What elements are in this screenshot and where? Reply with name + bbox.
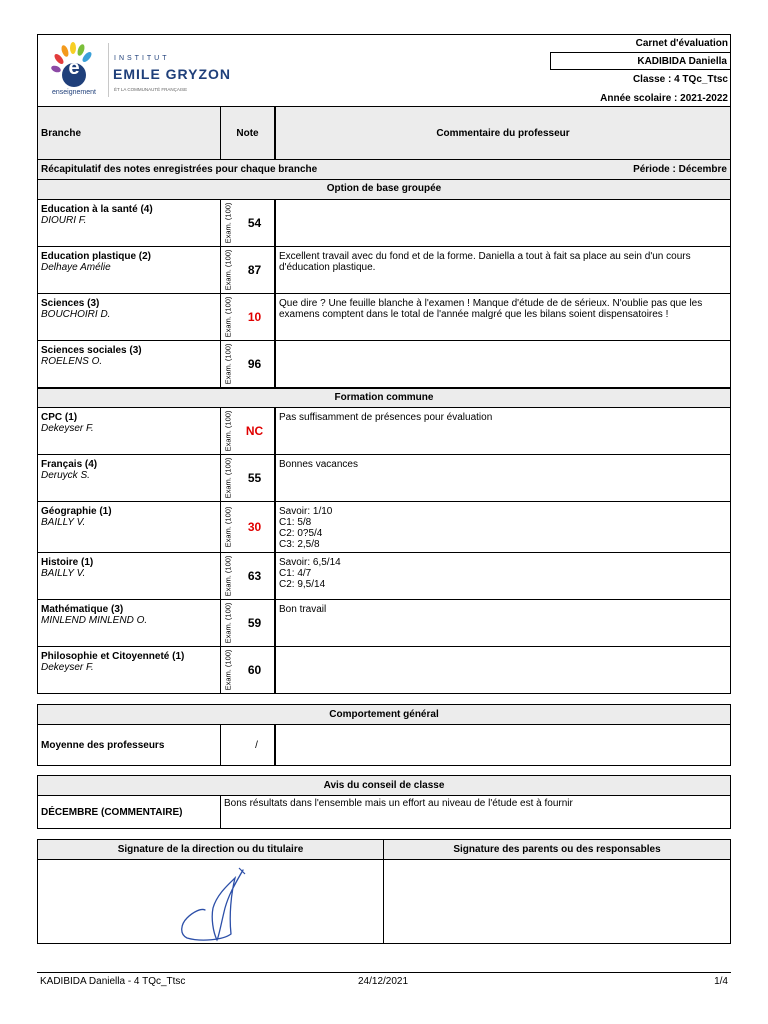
exam-label: Exam. (100) xyxy=(223,202,233,244)
institut-label: INSTITUT xyxy=(114,55,170,62)
col-branche: Branche xyxy=(41,127,82,139)
teacher-name: Delhaye Amélie xyxy=(41,262,111,273)
score-cell xyxy=(220,200,274,246)
exam-label: Exam. (100) xyxy=(223,506,233,548)
section-title-bar xyxy=(37,180,731,200)
section-title-bar xyxy=(37,388,731,408)
header-info xyxy=(550,35,731,108)
sig-direction-header xyxy=(37,839,384,860)
subject-cell xyxy=(38,647,220,693)
comportement-title-bar xyxy=(37,704,731,725)
footer-student: KADIBIDA Daniella - 4 TQc_Ttsc xyxy=(40,976,186,987)
class-label: Classe : 4 TQc_Ttsc xyxy=(632,74,728,85)
teacher-name: Dekeyser F. xyxy=(41,662,94,673)
logo-enseignement: enseignement xyxy=(52,89,96,96)
avis-label: DÉCEMBRE (COMMENTAIRE) xyxy=(41,806,183,818)
subject-cell xyxy=(38,247,220,293)
col-note: Note xyxy=(236,127,259,139)
exam-label: Exam. (100) xyxy=(223,649,233,691)
score-value: 30 xyxy=(247,520,262,534)
avis-row xyxy=(37,796,731,829)
subject-cell xyxy=(38,455,220,501)
subject-cell xyxy=(38,200,220,246)
subject-row xyxy=(37,341,731,388)
teacher-comment xyxy=(274,200,730,246)
score-cell xyxy=(220,600,274,646)
subject-cell xyxy=(38,553,220,599)
exam-label-cell xyxy=(222,455,234,501)
recap-row xyxy=(37,160,731,180)
subject-row xyxy=(37,647,731,694)
avis-label-cell xyxy=(38,796,220,828)
subject-row xyxy=(37,600,731,647)
score-cell xyxy=(220,341,274,387)
exam-label-cell xyxy=(222,200,234,246)
teacher-comment: Que dire ? Une feuille blanche à l'examen ! Manque d'étude de de sérieux. N'oublie pas que les examens comptent dans le total de l'année malgré que les bilans soient dispensatoires ! xyxy=(274,294,730,340)
sig-parents-box xyxy=(384,860,731,944)
subject-name: Sciences sociales (3) xyxy=(41,345,142,356)
subject-name: CPC (1) xyxy=(41,412,78,423)
logo-tagline: ÉT LA COMMUNAUTÉ FRANÇAISE xyxy=(114,87,188,92)
score-value: 60 xyxy=(247,663,262,677)
subject-cell xyxy=(38,341,220,387)
subject-name: Histoire (1) xyxy=(41,557,94,568)
comportement-title: Comportement général xyxy=(329,709,439,720)
score-cell xyxy=(220,294,274,340)
subject-row xyxy=(37,455,731,502)
subject-name: Français (4) xyxy=(41,459,98,470)
subject-name: Sciences (3) xyxy=(41,298,100,309)
footer-rule xyxy=(37,972,731,973)
avis-title: Avis du conseil de classe xyxy=(323,780,445,791)
score-cell xyxy=(220,455,274,501)
exam-label-cell xyxy=(222,647,234,693)
footer-date: 24/12/2021 xyxy=(358,976,409,987)
school-logo xyxy=(44,39,104,101)
sig-parents-header xyxy=(384,839,731,860)
exam-label-cell xyxy=(222,502,234,552)
school-name: EMILE GRYZON xyxy=(113,66,232,82)
score-value: 87 xyxy=(247,263,262,277)
subject-row xyxy=(37,294,731,341)
col-commentaire: Commentaire du professeur xyxy=(436,127,570,139)
exam-label-cell xyxy=(222,341,234,387)
score-value: 63 xyxy=(247,569,262,583)
exam-label: Exam. (100) xyxy=(223,555,233,597)
score-value: 96 xyxy=(247,357,262,371)
subject-cell xyxy=(38,600,220,646)
subject-name: Education plastique (2) xyxy=(41,251,152,262)
score-value: 55 xyxy=(247,471,262,485)
subject-row xyxy=(37,247,731,294)
sig-direction-box xyxy=(37,860,384,944)
teacher-comment: Excellent travail avec du fond et de la forme. Daniella a tout à fait sa place au sein d'un cours d'éducation plastique. xyxy=(274,247,730,293)
exam-label-cell xyxy=(222,294,234,340)
subject-row xyxy=(37,502,731,553)
teacher-comment xyxy=(274,341,730,387)
score-cell xyxy=(220,553,274,599)
exam-label-cell xyxy=(222,247,234,293)
teacher-name: BAILLY V. xyxy=(41,517,86,528)
teacher-comment: Bonnes vacances xyxy=(274,455,730,501)
score-value: 59 xyxy=(247,616,262,630)
subject-row xyxy=(37,408,731,455)
comportement-value-cell xyxy=(220,725,274,765)
subject-name: Mathématique (3) xyxy=(41,604,124,615)
teacher-name: DIOURI F. xyxy=(41,215,87,226)
teacher-name: BAILLY V. xyxy=(41,568,86,579)
score-cell xyxy=(220,408,274,454)
handwritten-signature-icon xyxy=(173,864,263,944)
logo-separator xyxy=(108,43,109,97)
score-cell xyxy=(220,502,274,552)
subject-cell xyxy=(38,294,220,340)
teacher-comment: Bon travail xyxy=(274,600,730,646)
exam-label-cell xyxy=(222,553,234,599)
section-title: Formation commune xyxy=(334,392,434,403)
footer-page: 1/4 xyxy=(714,976,728,987)
subject-name: Philosophie et Citoyenneté (1) xyxy=(41,651,185,662)
exam-label: Exam. (100) xyxy=(223,457,233,499)
comportement-comment-cell xyxy=(274,725,730,765)
sig-parents-title: Signature des parents ou des responsables xyxy=(453,844,661,855)
teacher-name: ROELENS O. xyxy=(41,356,103,367)
score-value: 54 xyxy=(247,216,262,230)
teacher-name: MINLEND MINLEND O. xyxy=(41,615,148,626)
comportement-label-cell xyxy=(38,725,220,765)
header-box xyxy=(37,34,731,107)
teacher-comment: Savoir: 6,5/14 C1: 4/7 C2: 9,5/14 xyxy=(274,553,730,599)
exam-label: Exam. (100) xyxy=(223,602,233,644)
subject-cell xyxy=(38,408,220,454)
school-year: Année scolaire : 2021-2022 xyxy=(600,93,728,104)
exam-label: Exam. (100) xyxy=(223,343,233,385)
score-value: NC xyxy=(245,424,264,438)
section-title: Option de base groupée xyxy=(326,183,442,194)
teacher-comment xyxy=(274,647,730,693)
exam-label-cell xyxy=(222,408,234,454)
avis-text: Bons résultats dans l'ensemble mais un effort au niveau de l'étude est à fournir xyxy=(224,798,573,809)
avis-text-cell xyxy=(220,796,730,828)
column-header-row xyxy=(37,107,731,160)
subject-cell xyxy=(38,502,220,552)
recap-label: Récapitulatif des notes enregistrées pour chaque branche xyxy=(41,164,318,175)
avis-title-bar xyxy=(37,775,731,796)
subject-name: Géographie (1) xyxy=(41,506,112,517)
teacher-name: Dekeyser F. xyxy=(41,423,94,434)
teacher-name: Deruyck S. xyxy=(41,470,90,481)
exam-label: Exam. (100) xyxy=(223,296,233,338)
teacher-comment: Savoir: 1/10 C1: 5/8 C2: 0?5/4 C3: 2,5/8 xyxy=(274,502,730,552)
recap-period: Période : Décembre xyxy=(633,164,727,175)
teacher-name: BOUCHOIRI D. xyxy=(41,309,111,320)
score-cell xyxy=(220,647,274,693)
exam-label: Exam. (100) xyxy=(223,249,233,291)
subject-row xyxy=(37,553,731,600)
subject-name: Education à la santé (4) xyxy=(41,204,153,215)
report-title: Carnet d'évaluation xyxy=(635,38,728,49)
student-name-box xyxy=(550,52,731,70)
comportement-label: Moyenne des professeurs xyxy=(41,739,165,751)
student-name: KADIBIDA Daniella xyxy=(637,56,727,67)
logo-letter: e xyxy=(68,57,80,79)
subject-row xyxy=(37,200,731,247)
exam-label-cell xyxy=(222,600,234,646)
score-value: 10 xyxy=(247,310,262,324)
exam-label: Exam. (100) xyxy=(223,410,233,452)
score-cell xyxy=(220,247,274,293)
comportement-row xyxy=(37,725,731,766)
comportement-value: / xyxy=(255,739,258,751)
sig-direction-title: Signature de la direction ou du titulaire xyxy=(117,844,304,855)
teacher-comment: Pas suffisamment de présences pour évaluation xyxy=(274,408,730,454)
